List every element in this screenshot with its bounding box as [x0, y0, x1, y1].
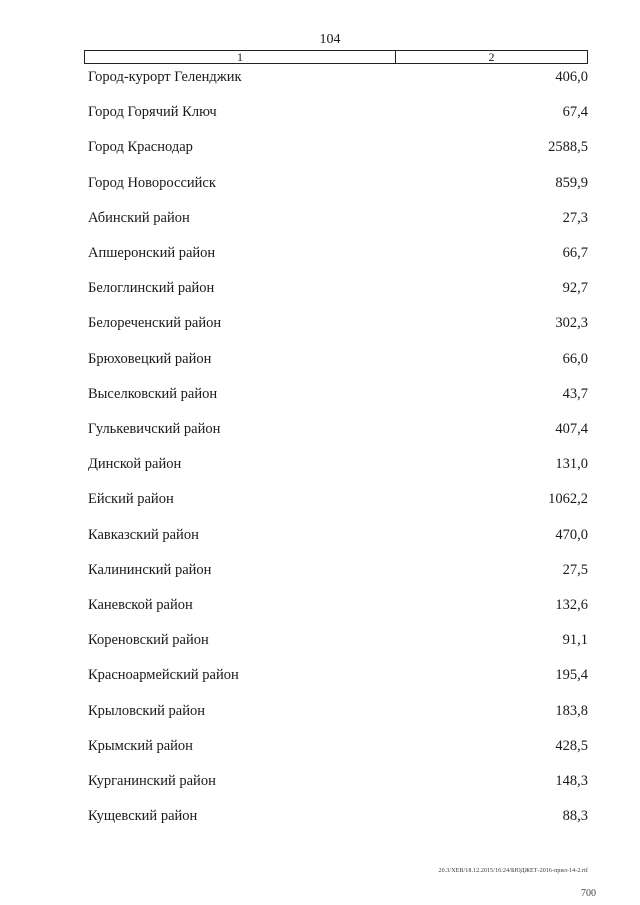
row-value: 407,4	[555, 421, 588, 437]
row-value: 2588,5	[548, 139, 588, 156]
row-value: 131,0	[555, 456, 588, 473]
table-row	[88, 384, 588, 404]
row-name: Белоглинский район	[88, 280, 215, 297]
table-row	[88, 806, 588, 826]
table-row	[88, 736, 588, 756]
row-name: Кущевский район	[88, 808, 198, 825]
row-value: 183,8	[555, 702, 588, 719]
row-name: Абинский район	[88, 209, 190, 226]
row-value: 27,3	[562, 209, 588, 226]
table-row	[88, 595, 588, 615]
table-row	[88, 278, 588, 298]
table-row	[88, 665, 588, 685]
row-value: 428,5	[555, 737, 588, 754]
table-header-col2: 2	[488, 50, 495, 64]
row-value: 88,3	[562, 808, 588, 825]
row-value: 148,3	[555, 773, 588, 789]
row-value: 43,7	[562, 385, 588, 402]
table-row	[88, 208, 588, 228]
row-value: 195,4	[555, 667, 588, 684]
table-row	[88, 102, 588, 122]
row-value: 406,0	[555, 69, 588, 85]
row-name: Каневской район	[88, 597, 193, 613]
table-row	[88, 454, 588, 474]
row-value: 27,5	[562, 561, 588, 578]
table-header-col1: 1	[85, 51, 396, 63]
row-value: 92,7	[562, 280, 588, 297]
footer-stamp: 20.3/ХЕВ/18.12.2015/16:24/БЮДЖЕТ-2016-прил-14-2.rtf	[438, 868, 588, 874]
row-value: 66,0	[562, 350, 588, 367]
table-row	[88, 419, 588, 439]
table-row	[88, 560, 588, 580]
table-row	[88, 67, 588, 87]
row-name: Город-курорт Геленджик	[88, 69, 242, 85]
table-header	[84, 50, 588, 64]
footer-number: 700	[581, 888, 596, 898]
row-name: Динской район	[88, 456, 182, 473]
row-name: Белореченский район	[88, 315, 222, 332]
row-name: Гулькевичский район	[88, 421, 221, 437]
row-name: Город Краснодар	[88, 139, 193, 156]
row-value: 302,3	[555, 315, 588, 332]
table-row	[88, 173, 588, 193]
row-name: Город Новороссийск	[88, 174, 216, 191]
table-row	[88, 630, 588, 650]
page-number: 104	[319, 32, 341, 47]
row-name: Апшеронский район	[88, 245, 216, 261]
row-name: Крыловский район	[88, 702, 205, 719]
row-name: Брюховецкий район	[88, 350, 212, 367]
row-name: Курганинский район	[88, 773, 216, 789]
row-value: 859,9	[555, 174, 588, 191]
row-name: Красноармейский район	[88, 667, 239, 684]
row-value: 67,4	[562, 104, 588, 121]
table-row	[88, 525, 588, 545]
table-row	[88, 489, 588, 509]
row-value: 470,0	[555, 526, 588, 543]
row-name: Кореновский район	[88, 632, 209, 649]
row-name: Крымский район	[88, 737, 193, 754]
row-value: 132,6	[555, 597, 588, 613]
row-name: Кавказский район	[88, 526, 199, 543]
table-row	[88, 137, 588, 157]
row-value: 91,1	[562, 632, 588, 649]
row-name: Город Горячий Ключ	[88, 104, 217, 121]
row-name: Выселковский район	[88, 385, 218, 402]
table-row	[88, 349, 588, 369]
row-value: 66,7	[562, 245, 588, 261]
row-name: Ейский район	[88, 491, 174, 508]
table-row	[88, 701, 588, 721]
table-row	[88, 771, 588, 791]
table-row	[88, 313, 588, 333]
row-name: Калининский район	[88, 561, 212, 578]
table-row	[88, 243, 588, 263]
row-value: 1062,2	[548, 491, 588, 508]
